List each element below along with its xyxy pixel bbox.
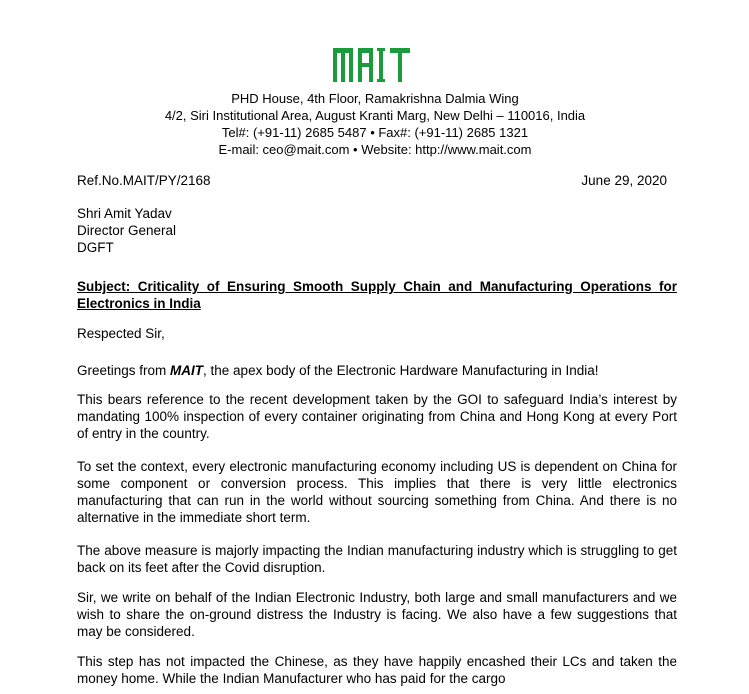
letterhead-address	[120, 90, 630, 158]
letter-subject: Subject: Criticality of Ensuring Smooth Supply Chain and Manufacturing Operations for Electronics in India	[77, 279, 677, 311]
letter-date: June 29, 2020	[581, 173, 667, 188]
mait-logo-text: MAIT	[377, 74, 380, 75]
contact-email-website: E-mail: ceo@mait.com • Website: http://www.mait.com	[218, 142, 532, 157]
reference-number: Ref.No.MAIT/PY/2168	[77, 173, 211, 188]
mait-logo	[332, 44, 422, 84]
body-paragraph: Sir, we write on behalf of the Indian Electronic Industry, both large and small manufacturers and we wish to share the on-ground distress the Industry is facing. We also have a few suggestions that may be considered.	[77, 590, 677, 639]
address-line: PHD House, 4th Floor, Ramakrishna Dalmia Wing	[231, 91, 519, 106]
greetings-mait: MAIT	[170, 363, 204, 378]
greetings-paragraph	[77, 362, 677, 379]
greetings-before: Greetings from	[77, 363, 171, 378]
body-paragraph: To set the context, every electronic manufacturing economy including US is dependent on China for some component or conversion process. This implies that there is very little electronics manufacturing that can run in the world without sourcing something from China. And there is no alternative in the immediate short term.	[77, 459, 677, 525]
body-paragraph: This bears reference to the recent development taken by the GOI to safeguard India’s interest by mandating 100% inspection of every container originating from China and Hong Kong at every Port of entry in the country.	[77, 392, 677, 441]
contact-phone-fax: Tel#: (+91-11) 2685 5487 • Fax#: (+91-11) 2685 1321	[221, 125, 529, 140]
addressee-block	[77, 205, 176, 256]
addressee-org: DGFT	[77, 240, 114, 255]
body-paragraph: The above measure is majorly impacting the Indian manufacturing industry which is struggling to get back on its feet after the Covid disruption.	[77, 543, 677, 575]
body-paragraph: This step has not impacted the Chinese, as they have happily encashed their LCs and taken the money home. While the Indian Manufacturer who has paid for the cargo	[77, 654, 677, 686]
addressee-name: Shri Amit Yadav	[77, 206, 172, 221]
salutation: Respected Sir,	[77, 326, 165, 341]
addressee-title: Director General	[77, 223, 177, 238]
address-line: 4/2, Siri Institutional Area, August Kranti Marg, New Delhi – 110016, India	[164, 108, 586, 123]
greetings-after: , the apex body of the Electronic Hardware Manufacturing in India!	[203, 363, 599, 378]
